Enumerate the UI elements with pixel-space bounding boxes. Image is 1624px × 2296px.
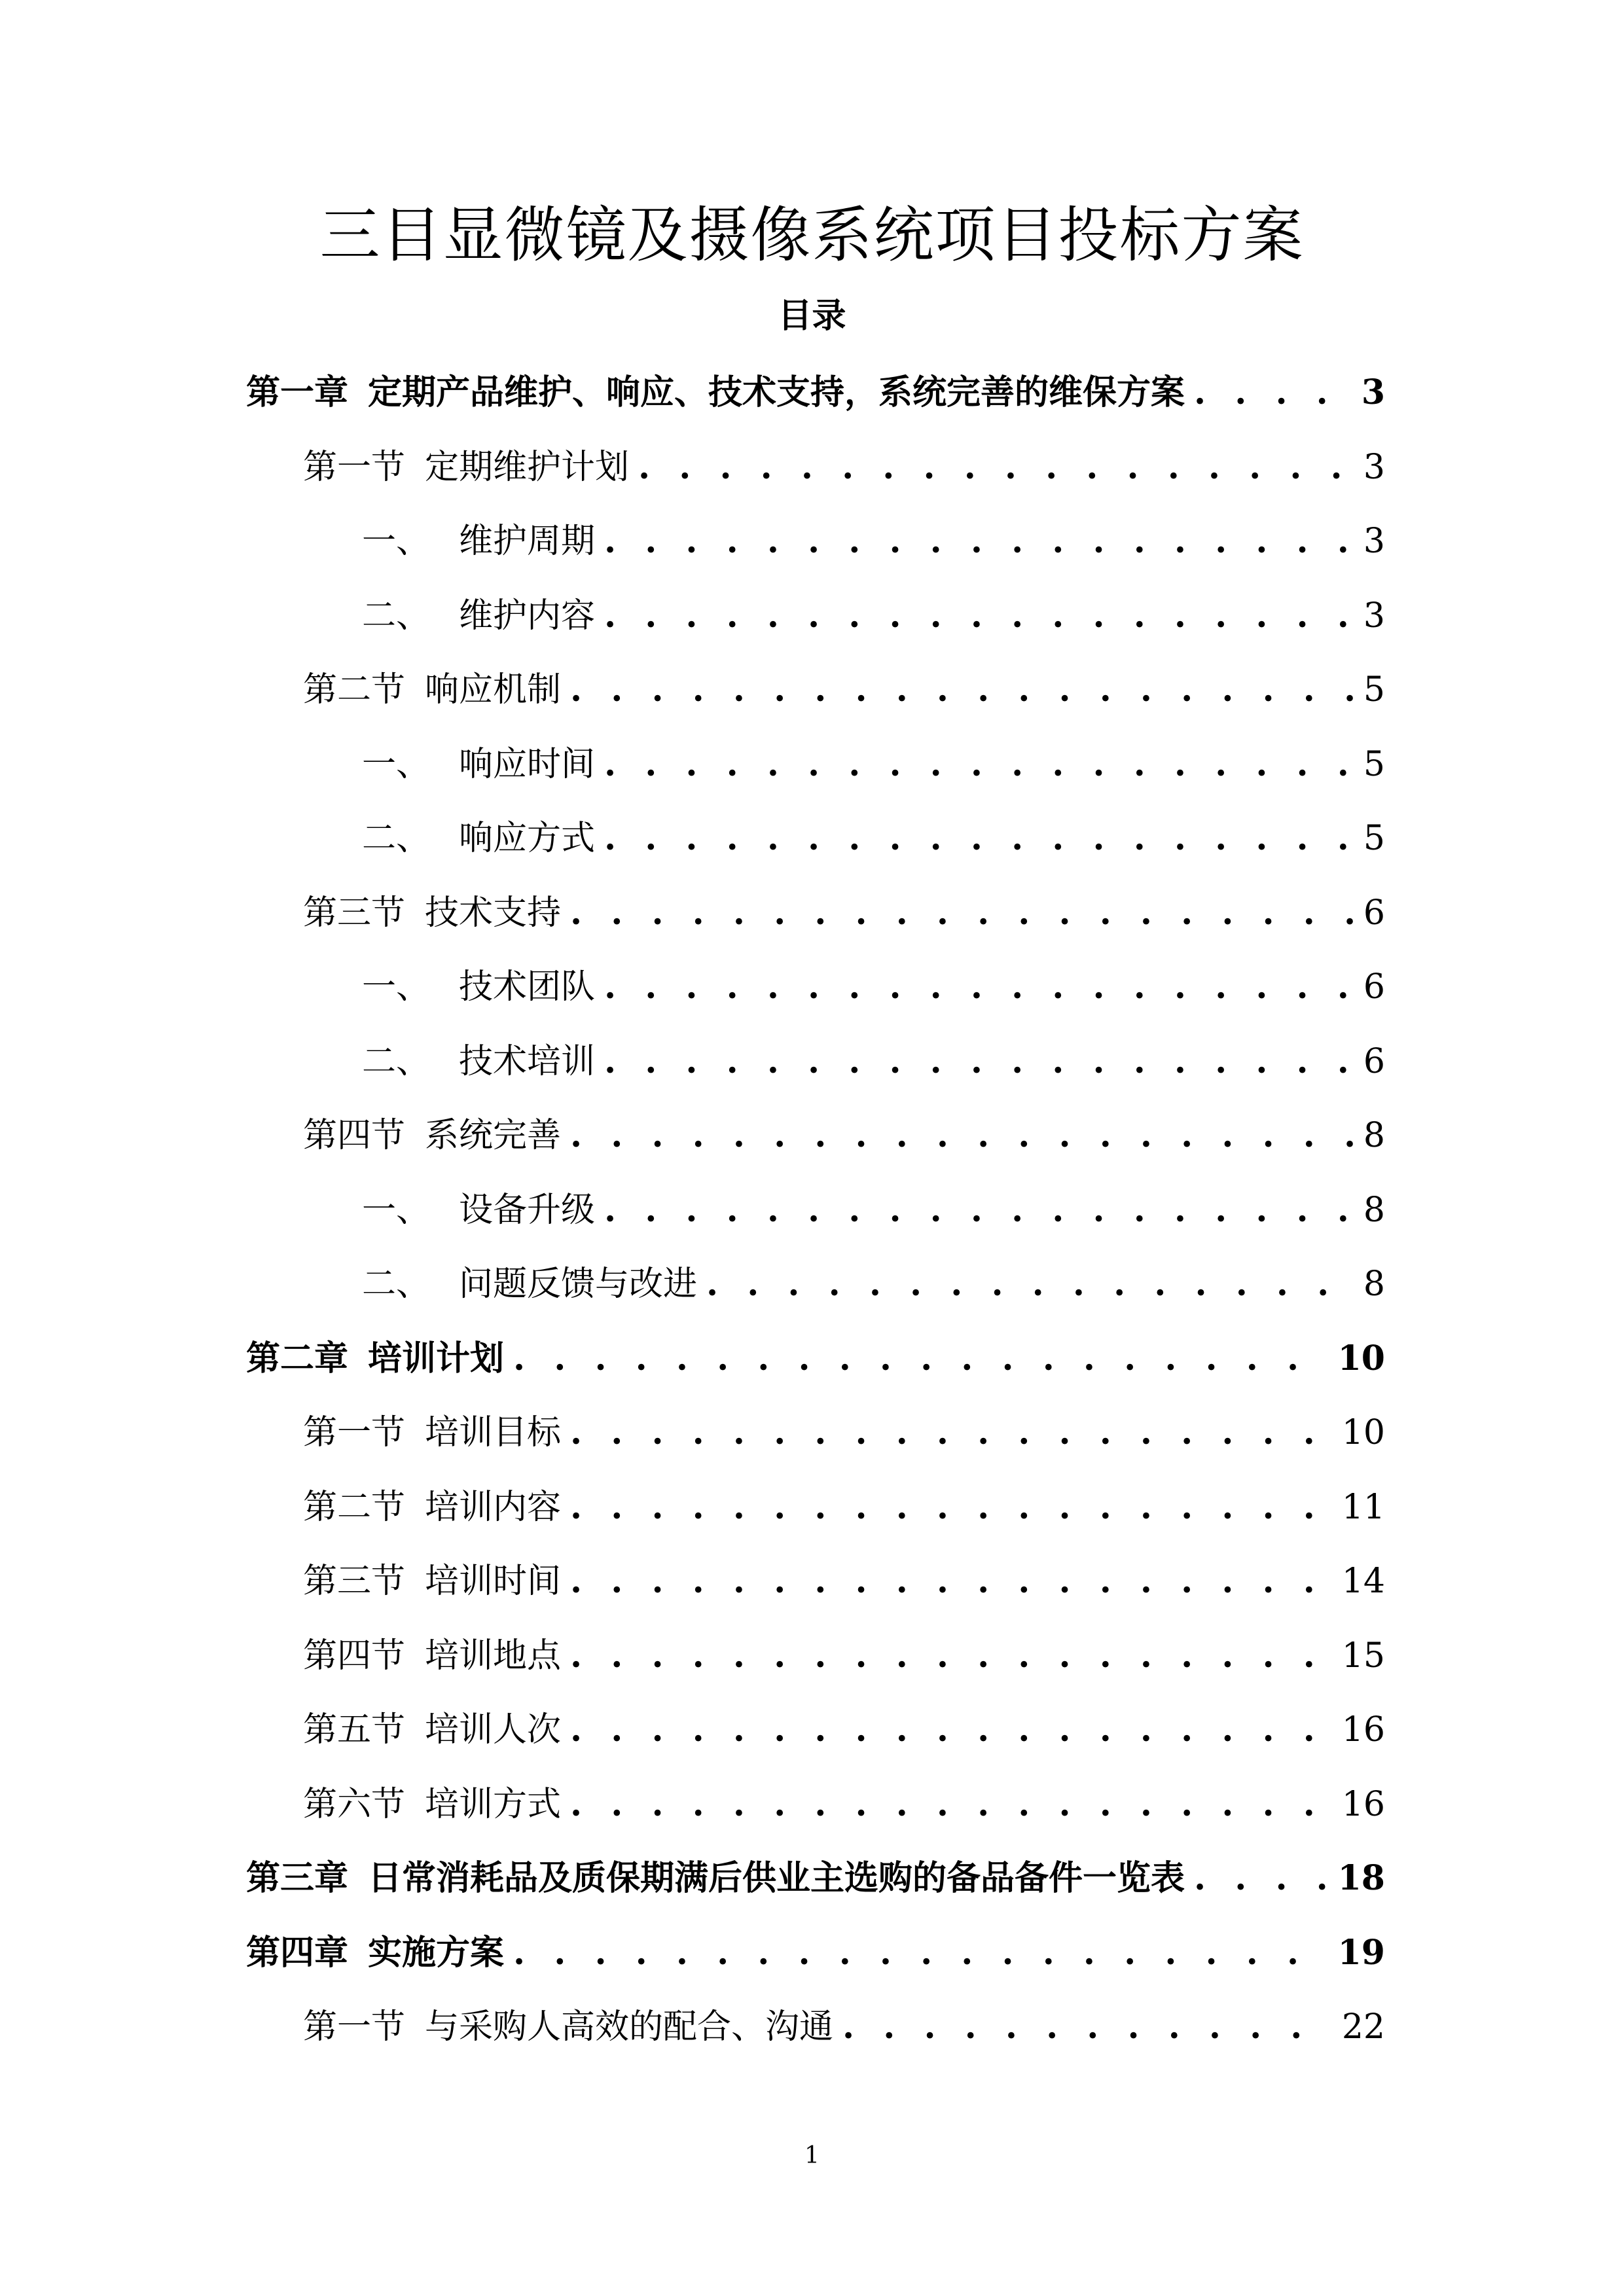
toc-entry-page: 3 (1363, 522, 1385, 561)
toc-entry-title: 实施方案 (368, 1933, 505, 1973)
toc-entry-number: 一、 (362, 1191, 431, 1230)
toc-leader-dots (570, 662, 1354, 717)
toc-entry-title: 培训时间 (425, 1562, 562, 1601)
toc-entry-number: 一、 (362, 745, 431, 784)
toc-entry-title: 响应方式 (459, 819, 596, 858)
toc-entry[interactable] (246, 1926, 1385, 1981)
toc-entry-number: 第四节 (303, 1116, 406, 1155)
toc-entry-page: 19 (1337, 1933, 1385, 1973)
toc-entry-title: 维护周期 (459, 522, 596, 561)
toc-entry-number: 第三节 (303, 893, 406, 933)
toc-leader-dots (1194, 1851, 1329, 1906)
toc-leader-dots (706, 1257, 1354, 1312)
toc-entry-page: 6 (1363, 1042, 1385, 1081)
toc-leader-dots (570, 1405, 1333, 1460)
toc-entry-page: 8 (1363, 1116, 1385, 1155)
toc-entry[interactable] (246, 1851, 1385, 1906)
toc-entry-page: 3 (1361, 372, 1385, 412)
toc-leader-dots (604, 960, 1354, 1014)
toc-entry[interactable] (303, 662, 1385, 717)
page-number: 1 (804, 2142, 820, 2169)
toc-entry-title: 响应时间 (459, 745, 596, 784)
toc-entry-page: 5 (1363, 670, 1385, 709)
toc-entry-page: 10 (1341, 1413, 1385, 1452)
toc-entry-number: 一、 (362, 522, 431, 561)
toc-leader-dots (513, 1331, 1329, 1386)
toc-entry-number: 第六节 (303, 1785, 406, 1824)
toc-entry-page: 3 (1363, 448, 1385, 487)
toc-entry-number: 第一节 (303, 2007, 406, 2047)
toc-entry-title: 培训目标 (425, 1413, 562, 1452)
toc-entry-number: 第五节 (303, 1710, 406, 1749)
toc-leader-dots (570, 1554, 1333, 1609)
toc-entry-title: 设备升级 (459, 1191, 596, 1230)
toc-entry-title: 响应机制 (425, 670, 562, 709)
toc-entry-title: 培训计划 (368, 1338, 505, 1378)
toc-entry-number: 第一节 (303, 448, 406, 487)
toc-entry[interactable] (303, 1405, 1385, 1460)
toc-entry-page: 10 (1337, 1338, 1385, 1378)
toc-entry-page: 6 (1363, 893, 1385, 933)
toc-entry[interactable] (303, 2000, 1385, 2054)
toc-entry[interactable] (362, 588, 1385, 643)
toc-entry-number: 二、 (362, 1042, 431, 1081)
toc-entry-title: 技术培训 (459, 1042, 596, 1081)
toc-entry-page: 14 (1341, 1562, 1385, 1601)
toc-entry-title: 技术支持 (425, 893, 562, 933)
toc-entry-title: 培训人次 (425, 1710, 562, 1749)
toc-entry[interactable] (303, 1777, 1385, 1832)
toc-entry-title: 定期维护计划 (425, 448, 630, 487)
toc-entry-number: 第二章 (246, 1338, 349, 1378)
toc-leader-dots (1194, 365, 1352, 420)
toc-entry-number: 第一节 (303, 1413, 406, 1452)
toc-entry[interactable] (303, 440, 1385, 495)
toc-heading: 目录 (778, 296, 846, 336)
toc-entry-title: 培训方式 (425, 1785, 562, 1824)
toc-entry-number: 第三节 (303, 1562, 406, 1601)
toc-entry-number: 第二节 (303, 1488, 406, 1527)
toc-leader-dots (570, 1702, 1333, 1757)
toc-entry-number: 二、 (362, 596, 431, 636)
toc-entry[interactable] (362, 1034, 1385, 1089)
toc-entry[interactable] (303, 886, 1385, 941)
toc-entry[interactable] (362, 514, 1385, 569)
toc-entry-title: 问题反馈与改进 (459, 1265, 698, 1304)
toc-entry-title: 技术团队 (459, 967, 596, 1007)
toc-entry-title: 维护内容 (459, 596, 596, 636)
toc-entry-number: 第三章 (246, 1858, 349, 1898)
toc-entry-title: 定期产品维护、响应、技术支持，系统完善的维保方案 (368, 372, 1185, 412)
toc-leader-dots (604, 737, 1354, 792)
toc-entry[interactable] (246, 1331, 1385, 1386)
toc-entry-page: 15 (1341, 1636, 1385, 1676)
toc-entry-page: 8 (1363, 1265, 1385, 1304)
toc-entry[interactable] (362, 1183, 1385, 1238)
toc-entry-number: 二、 (362, 1265, 431, 1304)
toc-entry-page: 16 (1341, 1710, 1385, 1749)
toc-leader-dots (842, 2000, 1333, 2054)
toc-entry[interactable] (303, 1480, 1385, 1535)
toc-entry-number: 一、 (362, 967, 431, 1007)
toc-entry[interactable] (303, 1628, 1385, 1683)
toc-entry-page: 5 (1363, 819, 1385, 858)
toc-entry-number: 第四节 (303, 1636, 406, 1676)
toc-leader-dots (604, 514, 1354, 569)
toc-entry[interactable] (303, 1554, 1385, 1609)
toc-leader-dots (604, 1183, 1354, 1238)
toc-leader-dots (604, 588, 1354, 643)
toc-leader-dots (570, 1777, 1333, 1832)
toc-entry-number: 第一章 (246, 372, 349, 412)
toc-entry-title: 培训内容 (425, 1488, 562, 1527)
toc-entry-title: 培训地点 (425, 1636, 562, 1676)
toc-entry[interactable] (246, 365, 1385, 420)
toc-entry-page: 5 (1363, 745, 1385, 784)
toc-entry[interactable] (303, 1108, 1385, 1163)
toc-entry-title: 与采购人高效的配合、沟通 (425, 2007, 834, 2047)
toc-entry-page: 11 (1341, 1488, 1385, 1527)
toc-entry-page: 16 (1341, 1785, 1385, 1824)
toc-leader-dots (604, 1034, 1354, 1089)
toc-entry[interactable] (362, 811, 1385, 866)
toc-entry[interactable] (362, 737, 1385, 792)
toc-leader-dots (570, 1480, 1333, 1535)
toc-entry-number: 二、 (362, 819, 431, 858)
document-title: 三目显微镜及摄像系统项目投标方案 (319, 200, 1305, 270)
toc-leader-dots (513, 1926, 1329, 1981)
toc-entry-page: 3 (1363, 596, 1385, 636)
toc-leader-dots (570, 1628, 1333, 1683)
toc-entry-title: 系统完善 (425, 1116, 562, 1155)
toc-leader-dots (570, 1108, 1354, 1163)
toc-entry[interactable] (362, 1257, 1385, 1312)
toc-entry[interactable] (362, 960, 1385, 1014)
toc-entry-page: 6 (1363, 967, 1385, 1007)
toc-entry-number: 第二节 (303, 670, 406, 709)
toc-entry-page: 22 (1341, 2007, 1385, 2047)
toc-entry-page: 18 (1337, 1858, 1385, 1898)
toc-leader-dots (570, 886, 1354, 941)
toc-entry-page: 8 (1363, 1191, 1385, 1230)
toc-leader-dots (638, 440, 1354, 495)
toc-entry-number: 第四章 (246, 1933, 349, 1973)
toc-entry[interactable] (303, 1702, 1385, 1757)
toc-entry-title: 日常消耗品及质保期满后供业主选购的备品备件一览表 (368, 1858, 1185, 1898)
toc-leader-dots (604, 811, 1354, 866)
